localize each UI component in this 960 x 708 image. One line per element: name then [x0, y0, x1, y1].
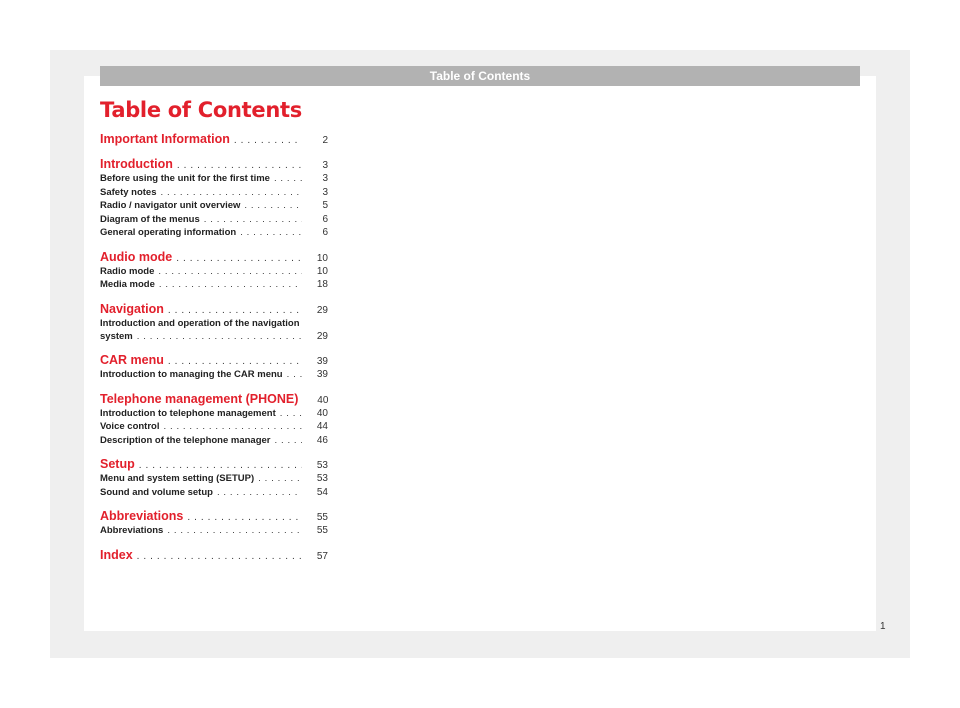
table-of-contents: [100, 132, 328, 564]
toc-chapter-label: Index: [100, 547, 133, 562]
toc-entry-telephone-manager[interactable]: [100, 435, 328, 449]
toc-page-number: 18: [316, 279, 328, 290]
toc-chapter-label: Setup: [100, 457, 135, 471]
toc-page-number: 39: [316, 369, 328, 380]
toc-entry-unit-overview[interactable]: [100, 200, 328, 214]
toc-chapter-label: Audio mode: [100, 249, 173, 264]
toc-entry-safety-notes[interactable]: [100, 187, 328, 201]
toc-chapter-setup[interactable]: [100, 457, 328, 473]
toc-entry-label: system: [100, 330, 133, 342]
toc-entry-label: Abbreviations: [100, 525, 164, 536]
toc-chapter-navigation[interactable]: [100, 302, 328, 318]
toc-entry-label: Radio / navigator unit overview: [100, 200, 241, 211]
toc-entry-label: Radio mode: [100, 265, 155, 277]
toc-chapter-audio-mode[interactable]: [100, 250, 328, 266]
toc-page-number: 3: [322, 186, 328, 198]
toc-page-number: 3: [322, 173, 328, 184]
toc-entry-label: Before using the unit for the first time: [100, 173, 270, 184]
toc-entry-label: General operating information: [100, 227, 237, 238]
toc-page-number: 6: [322, 213, 328, 225]
toc-chapter-label: Introduction: [100, 157, 173, 171]
toc-page-number: 10: [316, 252, 328, 264]
toc-entry-label: Introduction to telephone management: [100, 407, 276, 419]
toc-entry-telephone-intro[interactable]: [100, 408, 328, 422]
toc-entry-voice-control[interactable]: [100, 421, 328, 435]
toc-page-number: 2: [322, 135, 328, 146]
toc-chapter-label: Navigation: [100, 301, 164, 316]
toc-page-number: 40: [316, 407, 328, 419]
toc-chapter-car-menu[interactable]: [100, 353, 328, 369]
toc-entry-label: Safety notes: [100, 186, 157, 198]
toc-page-number: 55: [316, 512, 328, 523]
toc-page-number: 3: [322, 160, 328, 171]
toc-page-number: 10: [316, 265, 328, 277]
toc-page-number: 29: [316, 304, 328, 316]
toc-entry-label-line1: Introduction and operation of the navigation: [100, 317, 300, 329]
footer-page-number: 1: [880, 621, 886, 632]
toc-chapter-label: Important Information: [100, 132, 230, 146]
toc-chapter-telephone-management[interactable]: [100, 392, 328, 408]
toc-entry-label: Voice control: [100, 421, 160, 432]
toc-entry-sound-volume-setup[interactable]: [100, 487, 328, 501]
toc-chapter-label: CAR menu: [100, 353, 164, 367]
toc-chapter-label: Abbreviations: [100, 509, 184, 523]
toc-page-number: 5: [322, 200, 328, 211]
page-title: Table of Contents: [100, 98, 302, 122]
toc-page-number: 53: [316, 473, 328, 484]
toc-chapter-index[interactable]: [100, 548, 328, 564]
toc-entry-menu-system-setting[interactable]: [100, 473, 328, 487]
toc-page-number: 29: [316, 330, 328, 342]
toc-entry-navigation-intro[interactable]: [100, 318, 328, 345]
header-bar: Table of Contents: [100, 66, 860, 86]
toc-entry-media-mode[interactable]: [100, 279, 328, 293]
toc-entry-abbreviations[interactable]: [100, 525, 328, 539]
toc-entry-label: Introduction to managing the CAR menu: [100, 369, 283, 380]
toc-entry-car-menu-intro[interactable]: [100, 369, 328, 383]
toc-entry-label: Menu and system setting (SETUP): [100, 473, 255, 484]
toc-chapter-important-information[interactable]: [100, 132, 328, 148]
toc-entry-label: Sound and volume setup: [100, 486, 213, 498]
toc-entry-label: Media mode: [100, 279, 155, 290]
toc-page-number: 40: [317, 394, 329, 406]
toc-page-number: 39: [316, 356, 328, 367]
toc-entry-radio-mode[interactable]: [100, 266, 328, 280]
toc-page-number: 57: [316, 550, 328, 562]
toc-page-number: 55: [316, 525, 328, 536]
toc-page-number: 44: [316, 421, 328, 432]
toc-entry-label: Description of the telephone manager: [100, 434, 271, 446]
toc-entry-label: Diagram of the menus: [100, 213, 200, 225]
toc-chapter-introduction[interactable]: [100, 157, 328, 173]
toc-page-number: 6: [322, 227, 328, 238]
toc-entry-menu-diagram[interactable]: [100, 214, 328, 228]
toc-chapter-abbreviations[interactable]: [100, 509, 328, 525]
toc-entry-before-first-use[interactable]: [100, 173, 328, 187]
toc-chapter-label: Telephone management (PHONE): [100, 391, 299, 406]
toc-entry-general-operating-info[interactable]: [100, 227, 328, 241]
toc-page-number: 53: [316, 460, 328, 471]
toc-page-number: 46: [316, 434, 328, 446]
toc-page-number: 54: [316, 486, 328, 498]
